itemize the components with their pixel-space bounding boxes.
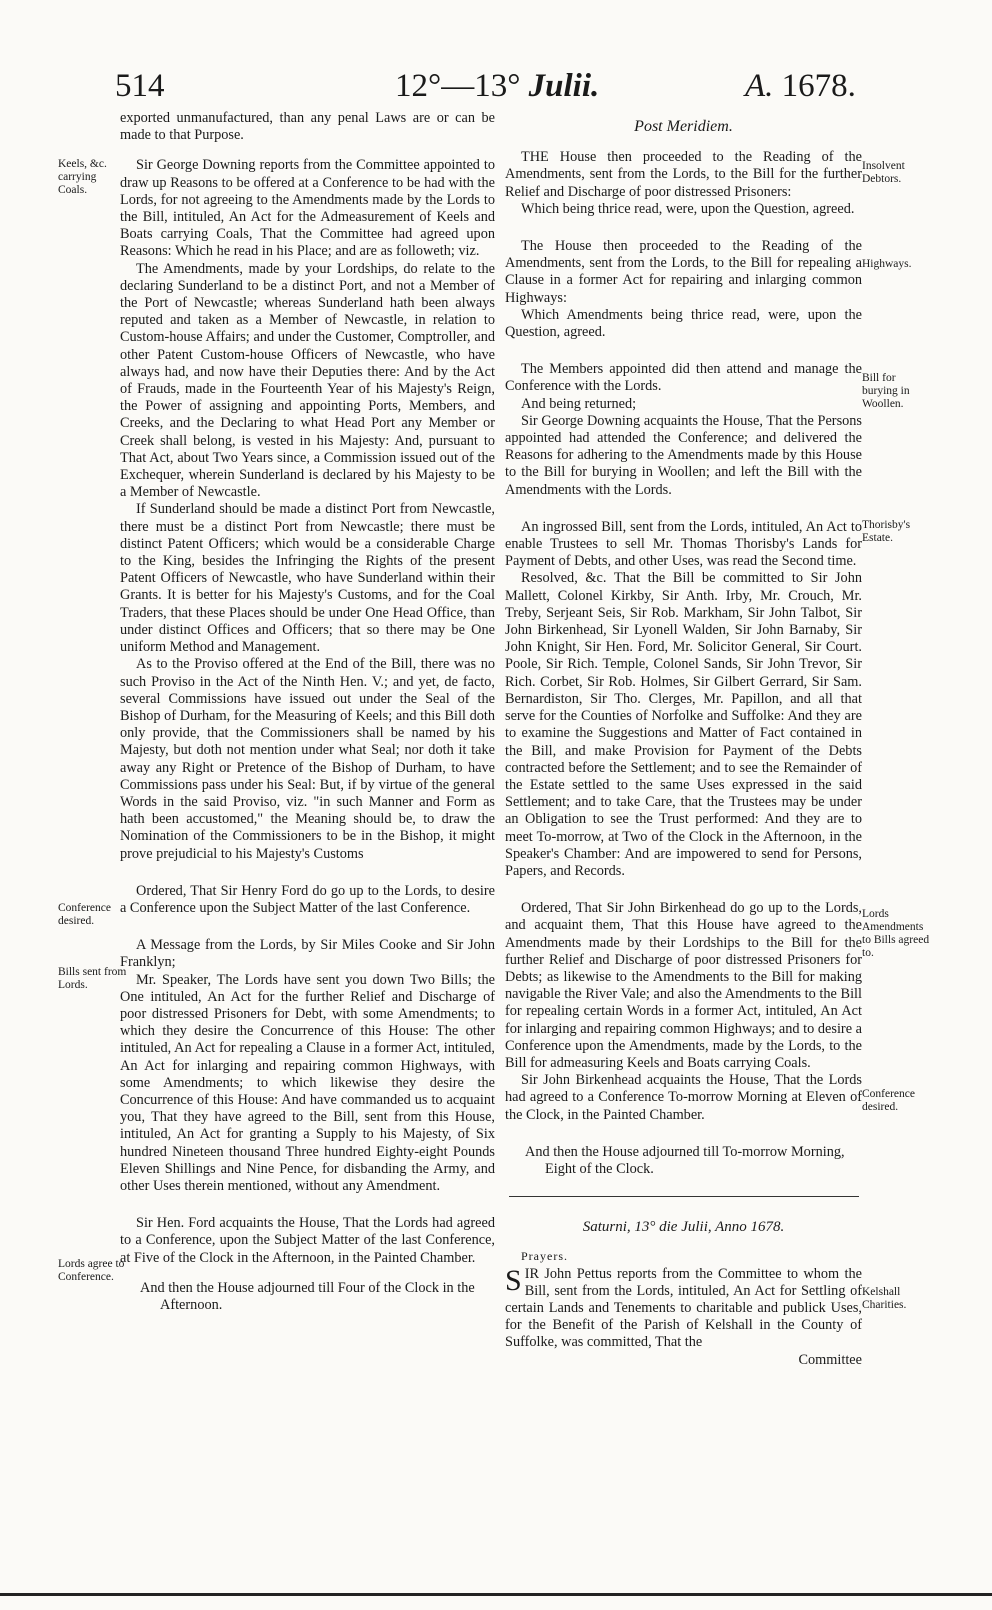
margin-note-conference-desired-right: Conference desired. xyxy=(862,1088,915,1113)
paragraph-amendments-sunderland: The Amendments, made by your Lordships, do relate to the declaring Sunderland to be a distinct Port, and not a Member of the Port of Newcastle; whereas Sunderland hath been always reputed and taken as a Member of Newcastle, in relation to Custom-house Affairs; and under the Customer, Comptroller, and other Patent Custom-house Officers of Newcastle, who have always had, and now have their Deputies there: And by the Act of Frauds, made in the Fourteenth Year of his Majesty's Reign, the Power of assigning and appointing Ports, Members, and Creeks, and the Declaring to what Head Port any Member or Creek shall belong, is vested in his Majesty: And, pursuant to That Act, about Two Years since, a Commission issued out of the Exchequer, wherein Sunderland is declared by his Majesty to be a Member of Newcastle. xyxy=(120,260,495,501)
paragraph-ordered-ford: Ordered, That Sir Henry Ford do go up to the Lords, to desire a Conference upon the Subject Matter of the last Conference. xyxy=(120,882,495,916)
margin-note-lords-agree: Lords agree to Conference. xyxy=(58,1258,125,1283)
paragraph-prisoners-agreed: Which being thrice read, were, upon the Question, agreed. xyxy=(521,200,855,217)
paragraph-message-lords: A Message from the Lords, by Sir Miles Cooke and Sir John Franklyn; xyxy=(120,937,495,971)
margin-note-lords-amendments: Lords Amendments to Bills agreed to. xyxy=(862,908,930,959)
margin-note-insolvent: Insolvent Debtors. xyxy=(862,160,905,185)
paragraph-exported: exported unmanufactured, than any penal Laws are or can be made to that Purpose. xyxy=(120,110,495,144)
year-value: 1678. xyxy=(781,68,856,104)
margin-note-bills-sent: Bills sent from Lords. xyxy=(58,966,127,991)
running-head-date xyxy=(395,66,599,106)
date-days: 12°—13° xyxy=(395,68,521,104)
left-column xyxy=(120,110,495,1314)
date-month: Julii. xyxy=(528,68,600,104)
paragraph-speaker: Mr. Speaker, The Lords have sent you down Two Bills; the One intituled, An Act for the further Relief and Discharge of poor distressed Prisoners for Debt, with some Amendments; to which they desire the Concurrence of this House: The other intituled, An Act for repealing a Clause in a former Act, intituled, An Act for inlarging and repairing common Highways, with some Amendments; to which likewise they desire the Concurrence of this House: And have commanded us to acquaint you, That they have agreed to the Bill, sent from this House, intituled, An Act for granting a Supply to his Majesty, of Six hundred Nineteen thousand Three hundred Eighty-eight Pounds Eleven Shillings and Nine Pence, for disbanding the Army, and other Uses therein mentioned, without any Amendment. xyxy=(120,971,495,1194)
paragraph-downing-woollen: Sir George Downing acquaints the House, That the Persons appointed had attended the Conference; and delivered the Reasons for adhering to the Amendments made by this House to the Bill for burying in Woollen; and left the Bill with the Amendments with the Lords. xyxy=(505,412,862,498)
catchword: Committee xyxy=(798,1351,862,1368)
right-column xyxy=(505,110,862,1369)
paragraph-resolved-committee: Resolved, &c. That the Bill be committed to Sir John Mallett, Colonel Kirkby, Sir Anth. Irby, Mr. Crouch, Mr. Treby, Serjeant Seis, Sir Rob. Markham, Sir John Talbot, Sir John Birkenhead, Sir Lyonell Walden, Sir John Barnaby, Sir John Knight, Sir Hen. Ford, Mr. Solicitor General, Sir Court. Poole, Sir Rich. Temple, Colonel Sands, Sir John Trevor, Sir Rich. Corbet, Sir Rob. Holmes, Sir Gilbert Gerrard, Sir Sam. Bernardiston, Sir Tho. Clerges, Mr. Papillon, and all that serve for the Counties of Norfolke and Suffolke: And they are to examine the Suggestions and Matter of Fact contained in the Bill, and make Provision for Payment of the Debts contracted before the Settlement; and to see the Remainder of the Estate settled to the same Uses expressed in the said Settlement; and to take Care, that the Trustees may be under an Obligation to see the Trust performed: And they are to meet To-morrow, at Two of the Clock in the Afternoon, in the Speaker's Chamber: And are impowered to send for Persons, Papers, and Records. xyxy=(505,570,862,879)
saturni-heading: Saturni, 13° die Julii, Anno 1678. xyxy=(582,1219,785,1236)
margin-note-conference-desired: Conference desired. xyxy=(58,902,111,927)
margin-note-keels: Keels, &c. carrying Coals. xyxy=(58,158,107,196)
margin-note-thorisby: Thorisby's Estate. xyxy=(862,519,911,544)
margin-note-highways: Highways. xyxy=(862,258,912,270)
margin-note-kelshall: Kelshall Charities. xyxy=(862,1286,907,1311)
paragraph-kelshall xyxy=(505,1263,862,1352)
paragraph-prisoners: THE House then proceeded to the Reading of the Amendments, sent from the Lords, to the Bill for the further Relief and Discharge of poor distressed Prisoners: xyxy=(505,149,862,200)
paragraph-distinct-port: If Sunderland should be made a distinct Port from Newcastle, there must be a distinct Port from Newcastle; there must be distinct Patent Officers; which would be a considerable Charge to the King, besides the Infringing the Rights of the present Patent Officers of Newcastle, who have Sunderland within their Grants. It is better for his Majesty's Customs, and for the Coal Traders, that these Places should be under One Head Office, than under distinct Offices and Officers; that so there may be One uniform Method and Management. xyxy=(120,501,495,656)
paragraph-highways-agreed: Which Amendments being thrice read, were, upon the Question, agreed. xyxy=(505,306,862,341)
paragraph-thorisby-bill: An ingrossed Bill, sent from the Lords, intituled, An Act to enable Trustees to sell Mr. Thomas Thorisby's Lands for Payment of Debts, and other Uses, was read the Second time. xyxy=(505,518,862,570)
section-divider xyxy=(509,1196,859,1197)
post-meridiem-heading: Post Meridiem. xyxy=(634,118,733,135)
paragraph-proviso: As to the Proviso offered at the End of the Bill, there was no such Proviso in the Act of the Ninth Hen. V.; and yet, de facto, several Commissions have issued out under the Seal of the Bishop of Durham, for the Measuring of Keels; and this Bill doth only provide, that the Commissioners shall be named by his Majesty, but doth not mention under what Seal; nor doth it take away any Right or Pretence of the Bishop of Durham, to have Commissions pass under his Seal: But, if by virtue of the general Words in the said Proviso, viz. "in such Manner and Form as hath been accustomed," the Meaning should be, to draw the Nomination of the Commissioners to be in the Bishop, it might prove prejudicial to his Majesty's Customs xyxy=(120,656,495,862)
year-prefix: A. xyxy=(745,68,774,104)
paragraph-adjourned-eight: And then the House adjourned till To-morrow Morning, Eight of the Clock. xyxy=(525,1143,845,1177)
page-bottom-edge xyxy=(0,1593,992,1596)
paragraph-downing-report: Sir George Downing reports from the Committee appointed to draw up Reasons to be offered at a Conference to be had with the Lords, for not agreeing to the Amendments made by the Lords to the Bill, intituled, An Act for the Admeasurement of Keels and Boats carrying Coals, That the Committee had agreed upon Reasons: Which he read in his Place; and are as followeth; viz. xyxy=(120,157,495,260)
running-head-year xyxy=(745,66,856,106)
drop-cap: S xyxy=(505,1263,522,1297)
paragraph-highways: The House then proceeded to the Reading of the Amendments, sent from the Lords, to the Bill for repealing a Clause in a former Act for repairing and inlarging common Highways: xyxy=(505,238,862,306)
paragraph-ford-acquaints: Sir Hen. Ford acquaints the House, That the Lords had agreed to a Conference, upon the Subject Matter of the last Conference, at Five of the Clock in the Afternoon, in the Painted Chamber. xyxy=(120,1215,495,1266)
paragraph-ordered-birkenhead: Ordered, That Sir John Birkenhead do go up to the Lords, and acquaint them, That this House have agreed to the Amendments made by their Lordships to the Bill for the further Relief and Discharge of poor distressed Prisoners for Debts; as likewise to the Amendments to the Bill for making navigable the River Vale; and also the Amendments to the Bill for repealing certain Words in a former Act, intituled, An Act for inlarging and repairing common Highways; and to desire a Conference upon the Amendments, made by the Lords, to the Bill for admeasuring Keels and Boats carrying Coals. xyxy=(505,900,862,1071)
paragraph-being-returned: And being returned; xyxy=(521,395,637,412)
margin-note-woollen: Bill for burying in Woollen. xyxy=(862,372,910,410)
kelshall-text: IR John Pettus reports from the Committee to whom the Bill, sent from the Lords, intituled, An Act for Settling of certain Lands and Tenements to charitable and publick Uses, for the Benefit of the Parish of Kelshall in the County of Suffolke, was committed, That the xyxy=(505,1265,862,1351)
paragraph-birkenhead-acquaints: Sir John Birkenhead acquaints the House, That the Lords had agreed to a Conference To-morrow Morning at Eleven of the Clock, in the Painted Chamber. xyxy=(505,1072,862,1123)
paragraph-members-appointed: The Members appointed did then attend and manage the Conference with the Lords. xyxy=(505,361,862,395)
paragraph-adjourned-four: And then the House adjourned till Four of the Clock in the Afternoon. xyxy=(140,1279,475,1313)
page-number: 514 xyxy=(115,68,165,104)
prayers-heading: Prayers. xyxy=(521,1249,568,1264)
